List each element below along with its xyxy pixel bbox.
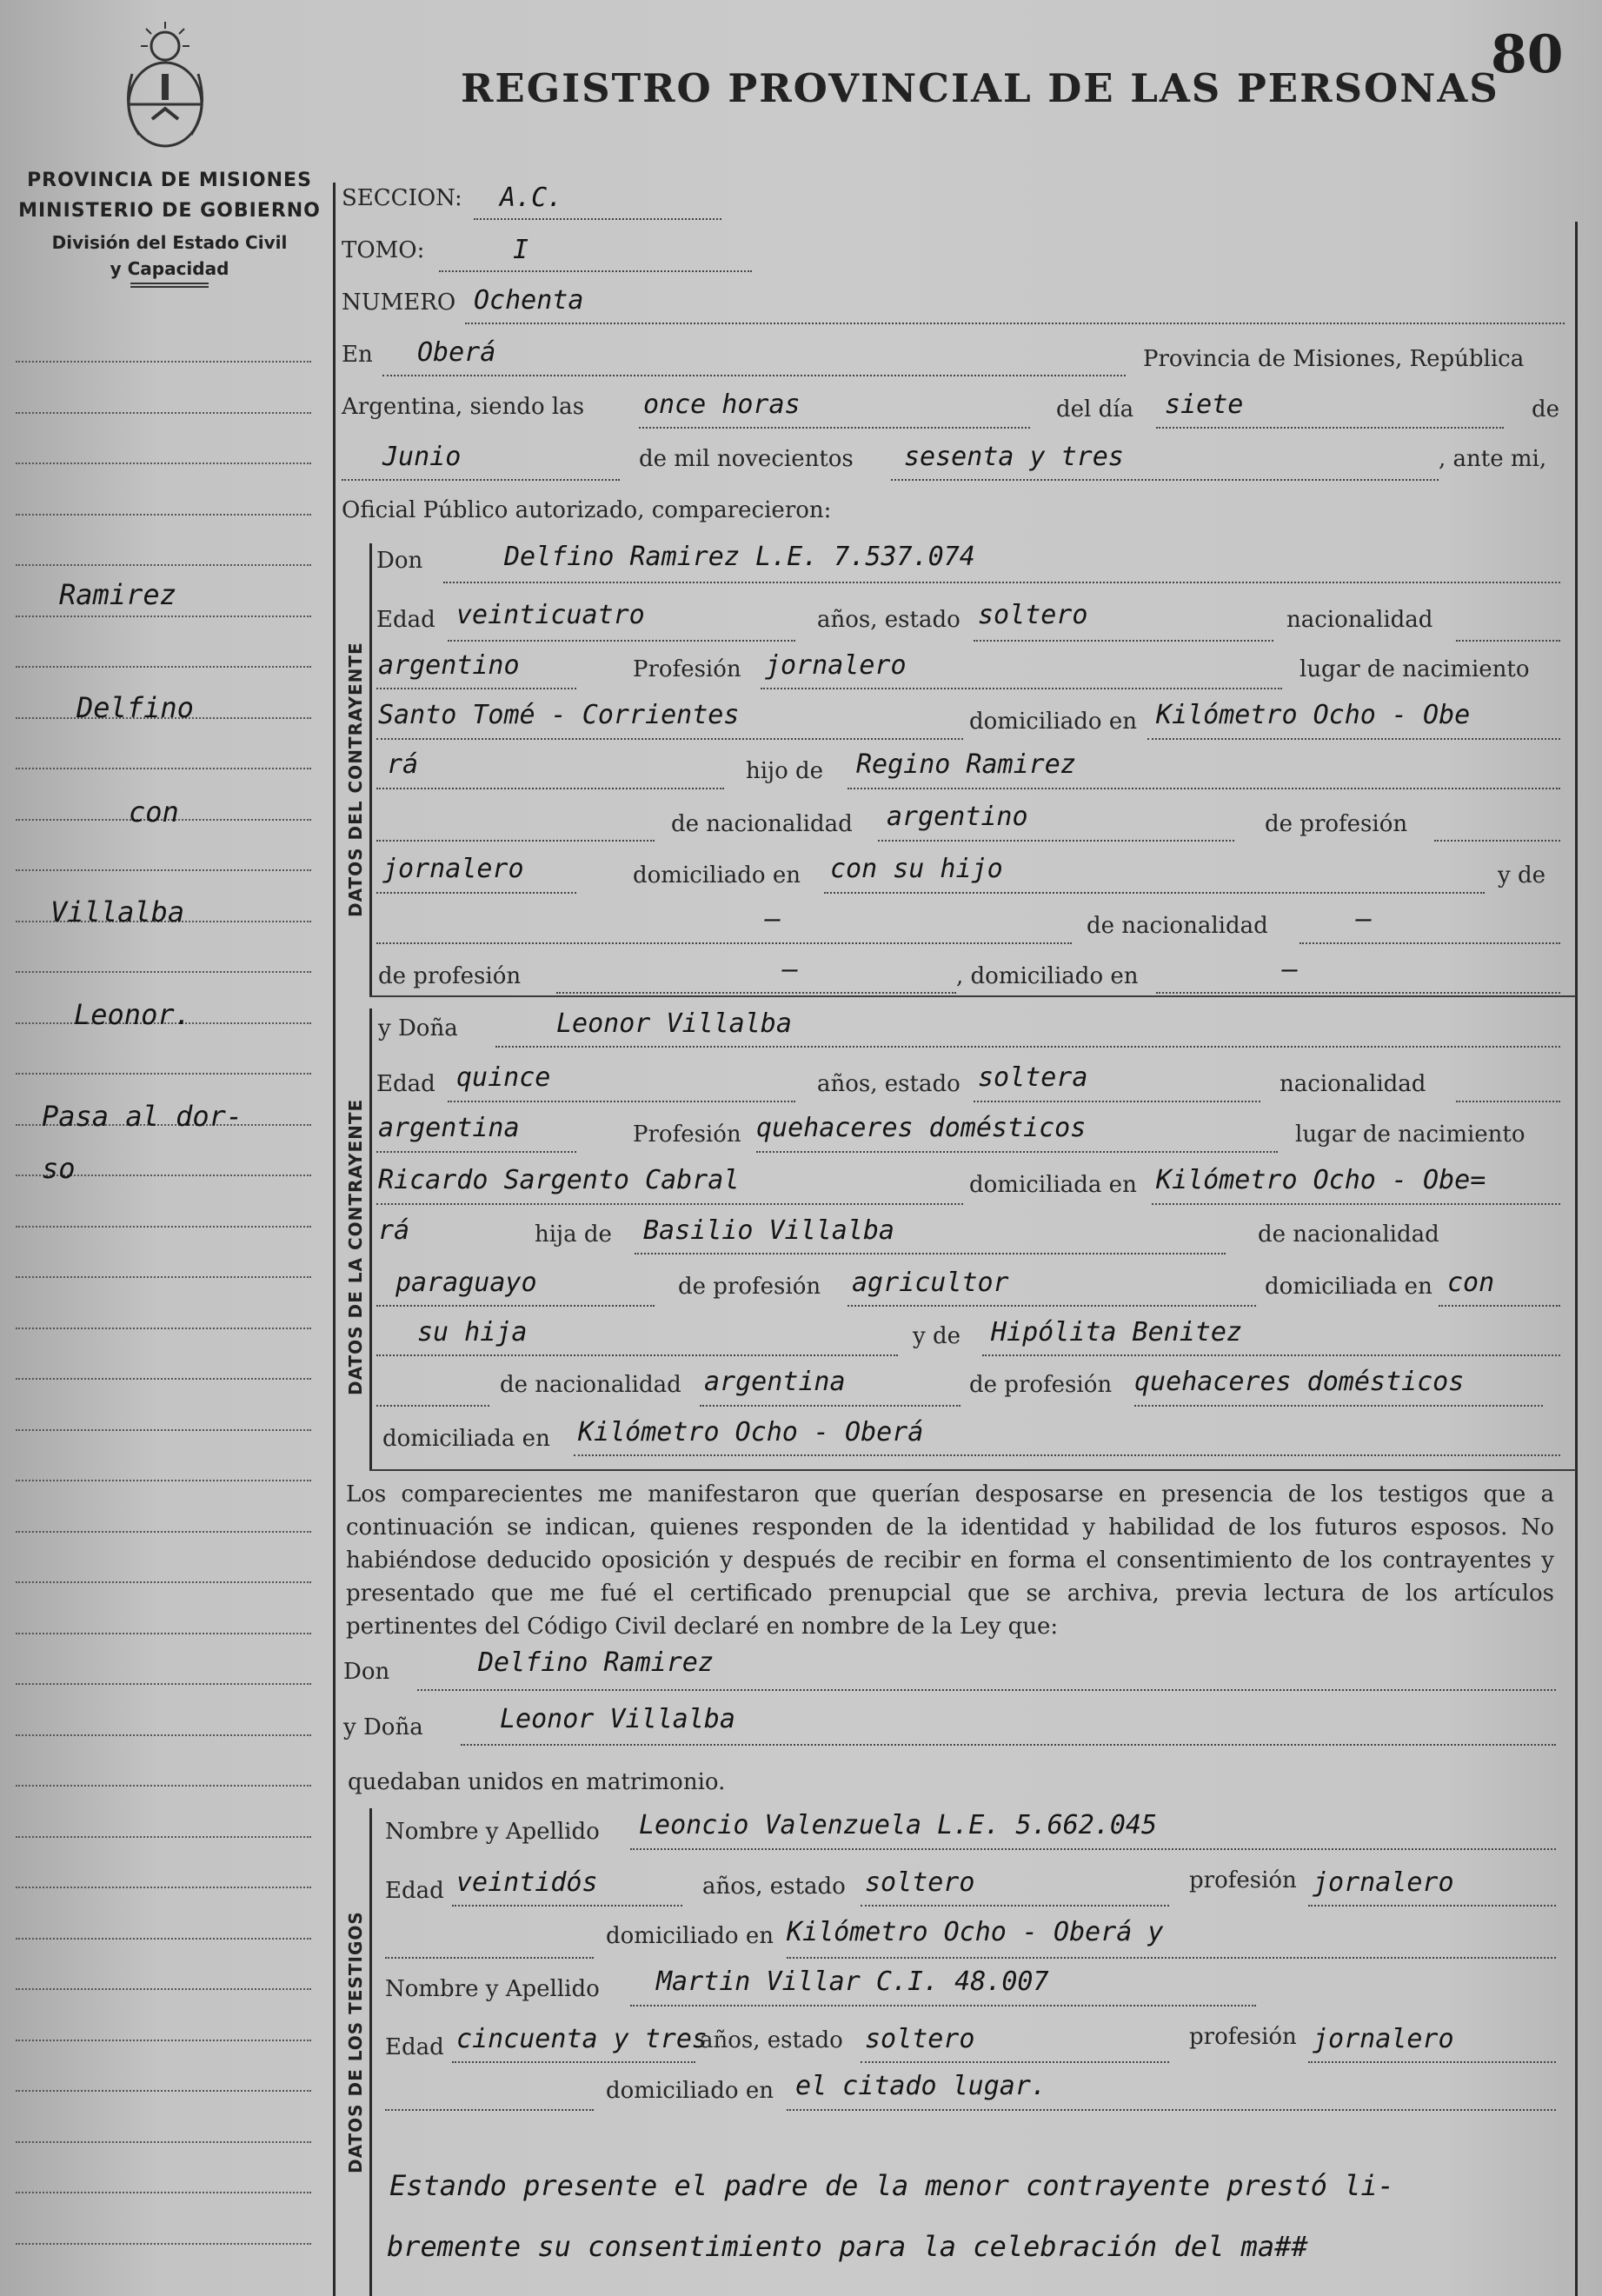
witness1-edad-label: Edad bbox=[385, 1878, 444, 1904]
dotted-rule bbox=[1152, 1202, 1560, 1205]
bride-father-dom-label: domiciliada en bbox=[1265, 1274, 1432, 1300]
bride-mother: Hipólita Benitez bbox=[991, 1317, 1242, 1348]
issuer-ministry: MINISTERIO DE GOBIERNO bbox=[18, 200, 321, 222]
bride-hija-label: hija de bbox=[535, 1221, 612, 1248]
frame-left-rule bbox=[333, 183, 336, 2296]
bride-edad-label: Edad bbox=[376, 1071, 435, 1097]
groom-mother-dom-label: , domiciliado en bbox=[956, 963, 1139, 989]
mes-value: Junio bbox=[382, 442, 462, 472]
bride-y-de-label: y de bbox=[913, 1323, 961, 1349]
dotted-rule bbox=[824, 891, 1485, 894]
groom-mother: — bbox=[765, 904, 781, 935]
seccion-value: A.C. bbox=[500, 183, 563, 213]
margin-rule bbox=[16, 1938, 311, 1940]
dotted-rule bbox=[630, 1847, 1556, 1850]
groom-y-de-label: y de bbox=[1498, 862, 1545, 888]
bride-dona-label: y Doña bbox=[378, 1015, 458, 1042]
margin-rule bbox=[16, 2192, 311, 2193]
unidos-text: quedaban unidos en matrimonio. bbox=[348, 1769, 726, 1795]
margin-rule bbox=[16, 1480, 311, 1481]
provincia-text: Provincia de Misiones, República bbox=[1143, 346, 1525, 372]
margin-rule bbox=[16, 1276, 311, 1278]
dotted-rule bbox=[787, 2108, 1556, 2111]
page-number: 80 bbox=[1491, 24, 1564, 85]
dotted-rule bbox=[465, 322, 1565, 324]
dotted-rule bbox=[417, 1688, 1556, 1691]
dotted-rule bbox=[761, 687, 1282, 689]
bride-father-prof-label: de profesión bbox=[678, 1274, 821, 1300]
groom-father-dom: con su hijo bbox=[830, 854, 1003, 884]
groom-dom-label: domiciliado en bbox=[969, 709, 1137, 735]
margin-rule bbox=[16, 1073, 311, 1075]
witness1-dom: Kilómetro Ocho - Oberá y bbox=[787, 1917, 1164, 1947]
divider bbox=[369, 995, 1576, 997]
dotted-rule bbox=[1156, 991, 1560, 994]
groom-edad: veinticuatro bbox=[456, 600, 645, 630]
dotted-rule bbox=[1434, 839, 1560, 842]
ante-label: , ante mi, bbox=[1439, 446, 1547, 472]
witness1-anos-label: años, estado bbox=[702, 1873, 846, 1900]
horas-value: once horas bbox=[643, 389, 801, 420]
dotted-rule bbox=[495, 1045, 1560, 1048]
witness1-estado: soltero bbox=[865, 1867, 975, 1898]
witness2-prof: jornalero bbox=[1313, 2024, 1454, 2054]
margin-note: so bbox=[42, 1152, 76, 1185]
anio-value: sesenta y tres bbox=[904, 442, 1124, 472]
dotted-rule bbox=[448, 639, 795, 642]
dotted-rule bbox=[848, 1304, 1256, 1307]
decl-dona-label: y Doña bbox=[343, 1714, 423, 1740]
en-label: En bbox=[342, 342, 373, 368]
groom-mother-prof: — bbox=[782, 955, 799, 985]
margin-rule bbox=[16, 666, 311, 668]
witness1-dom-label: domiciliado en bbox=[606, 1923, 774, 1949]
margin-rule bbox=[16, 1988, 311, 1990]
margin-note: Leonor. bbox=[74, 998, 191, 1031]
de-label: de bbox=[1532, 396, 1560, 423]
witness2-dom-label: domiciliado en bbox=[606, 2078, 774, 2104]
coat-of-arms-icon bbox=[113, 22, 217, 156]
margin-rule bbox=[16, 1378, 311, 1380]
margin-rule bbox=[16, 2141, 311, 2143]
bride-mother-nac-label: de nacionalidad bbox=[500, 1372, 681, 1398]
bride-domicilio: Kilómetro Ocho - Obe= bbox=[1156, 1165, 1486, 1195]
decl-don-value: Delfino Ramirez bbox=[478, 1647, 714, 1678]
dotted-rule bbox=[630, 2004, 1256, 2007]
mil-label: de mil novecientos bbox=[639, 446, 854, 472]
dotted-rule bbox=[878, 839, 1234, 842]
dotted-rule bbox=[376, 787, 724, 789]
groom-mother-prof-label: de profesión bbox=[378, 963, 522, 989]
dotted-rule bbox=[376, 687, 576, 689]
bride-estado: soltera bbox=[978, 1062, 1088, 1093]
dotted-rule bbox=[385, 1956, 594, 1959]
dotted-rule bbox=[376, 942, 1072, 944]
groom-section-label: DATOS DEL CONTRAYENTE bbox=[345, 642, 366, 917]
dotted-rule bbox=[1156, 426, 1504, 429]
dotted-rule bbox=[974, 639, 1273, 642]
margin-rule bbox=[16, 1328, 311, 1329]
document-title: REGISTRO PROVINCIAL DE LAS PERSONAS bbox=[461, 65, 1499, 111]
witness2-name-label: Nombre y Apellido bbox=[385, 1976, 600, 2002]
dotted-rule bbox=[639, 426, 1030, 429]
margin-note: Ramirez bbox=[59, 578, 176, 611]
dotted-rule bbox=[342, 478, 620, 481]
dotted-rule bbox=[1308, 1904, 1556, 1907]
groom-nac-label: nacionalidad bbox=[1286, 607, 1433, 633]
witness2-prof-label: profesión bbox=[1189, 2024, 1297, 2050]
bride-lugar: Ricardo Sargento Cabral bbox=[378, 1165, 740, 1195]
dotted-rule bbox=[461, 1743, 1556, 1746]
margin-rule bbox=[16, 463, 311, 464]
bride-prof-label: Profesión bbox=[633, 1121, 741, 1148]
groom-profesion: jornalero bbox=[765, 650, 907, 681]
dotted-rule bbox=[439, 270, 752, 272]
seccion-label: SECCION: bbox=[342, 185, 462, 211]
bride-dom-label: domiciliada en bbox=[969, 1172, 1137, 1198]
margin-rule bbox=[16, 1633, 311, 1634]
margin-rule bbox=[16, 564, 311, 566]
groom-lugar: Santo Tomé - Corrientes bbox=[378, 700, 740, 730]
groom-anos-label: años, estado bbox=[817, 607, 961, 633]
bride-anos-label: años, estado bbox=[817, 1071, 961, 1097]
dotted-rule bbox=[452, 1904, 682, 1907]
dia-value: siete bbox=[1165, 389, 1244, 420]
bride-father: Basilio Villalba bbox=[643, 1215, 894, 1246]
groom-nacionalidad: argentino bbox=[378, 650, 520, 681]
groom-name: Delfino Ramirez L.E. 7.537.074 bbox=[504, 542, 975, 572]
margin-rule bbox=[16, 1785, 311, 1787]
dotted-rule bbox=[1456, 1100, 1560, 1102]
oficial-text: Oficial Público autorizado, comparecieron: bbox=[342, 497, 832, 523]
dotted-rule bbox=[376, 1202, 963, 1205]
groom-father-prof: jornalero bbox=[382, 854, 524, 884]
tomo-label: TOMO: bbox=[342, 237, 425, 263]
bride-nacionalidad: argentina bbox=[378, 1113, 520, 1143]
issuer-division-2: y Capacidad bbox=[110, 258, 229, 279]
bride-domicilio-2: rá bbox=[378, 1215, 410, 1246]
dotted-rule bbox=[385, 2108, 594, 2111]
witness2-anos-label: años, estado bbox=[700, 2027, 843, 2053]
bride-father-nac: paraguayo bbox=[396, 1268, 537, 1298]
margin-rule bbox=[16, 1226, 311, 1228]
margin-rule bbox=[16, 1836, 311, 1838]
dotted-rule bbox=[982, 1354, 1560, 1356]
witness-section-label: DATOS DE LOS TESTIGOS bbox=[345, 1911, 366, 2173]
witness1-prof: jornalero bbox=[1313, 1867, 1454, 1898]
margin-rule bbox=[16, 514, 311, 516]
bride-mother-prof-label: de profesión bbox=[969, 1372, 1113, 1398]
groom-prof-label: Profesión bbox=[633, 656, 741, 682]
margin-rule bbox=[16, 2040, 311, 2041]
groom-section-rule bbox=[369, 543, 372, 995]
witness2-dom: el citado lugar. bbox=[795, 2071, 1047, 2101]
margin-rule bbox=[16, 412, 311, 414]
dotted-rule bbox=[891, 478, 1439, 481]
dotted-rule bbox=[474, 217, 721, 220]
decl-don-label: Don bbox=[343, 1659, 390, 1685]
groom-domicilio-2: rá bbox=[387, 749, 419, 780]
groom-don-label: Don bbox=[376, 548, 423, 574]
declaration-paragraph: Los comparecientes me manifestaron que querían desposarse en presencia de los testigos que a continuación se indican, quienes responden de la identidad y habilidad de los futuros esposos. No habiéndose deducido oposición y después de recibir en forma el consentimiento de los contrayentes y presentado que me fué el certificado prenupcial que se archiva, previa lectura de los artículos pertinentes del Código Civil declaré en nombre de la Ley que: bbox=[346, 1481, 1554, 1640]
dotted-rule bbox=[376, 1354, 898, 1356]
bride-father-prof: agricultor bbox=[852, 1268, 1009, 1298]
witness1-name-label: Nombre y Apellido bbox=[385, 1819, 600, 1845]
dotted-rule bbox=[556, 991, 956, 994]
groom-mother-nac: — bbox=[1356, 904, 1373, 935]
dotted-rule bbox=[974, 1100, 1260, 1102]
dotted-rule bbox=[635, 1252, 1226, 1254]
witness2-edad: cincuenta y tres bbox=[456, 2024, 708, 2054]
groom-father: Regino Ramirez bbox=[856, 749, 1076, 780]
dotted-rule bbox=[1147, 737, 1560, 740]
margin-rule bbox=[16, 768, 311, 769]
issuer-province: PROVINCIA DE MISIONES bbox=[27, 170, 312, 191]
groom-edad-label: Edad bbox=[376, 607, 435, 633]
margin-rule bbox=[16, 1734, 311, 1736]
witness1-edad: veintidós bbox=[456, 1867, 598, 1898]
bride-mother-prof: quehaceres domésticos bbox=[1134, 1367, 1465, 1397]
margin-rule bbox=[16, 971, 311, 973]
witness1-name: Leoncio Valenzuela L.E. 5.662.045 bbox=[639, 1810, 1158, 1840]
dotted-rule bbox=[376, 1150, 576, 1153]
dotted-rule bbox=[848, 787, 1560, 789]
margin-rule bbox=[16, 1683, 311, 1685]
dotted-rule bbox=[756, 1150, 1278, 1153]
margin-rule bbox=[16, 1429, 311, 1431]
bride-nac-label: nacionalidad bbox=[1280, 1071, 1426, 1097]
groom-estado: soltero bbox=[978, 600, 1088, 630]
groom-domicilio: Kilómetro Ocho - Obe bbox=[1156, 700, 1471, 730]
numero-value: Ochenta bbox=[474, 285, 584, 316]
margin-note: Pasa al dor- bbox=[42, 1100, 243, 1133]
witness2-edad-label: Edad bbox=[385, 2034, 444, 2060]
dotted-rule bbox=[1134, 1404, 1543, 1407]
final-note-line1: Estando presente el padre de la menor contrayente prestó li- bbox=[389, 2169, 1394, 2202]
bride-father-dom: con bbox=[1447, 1268, 1495, 1298]
margin-rule bbox=[16, 1531, 311, 1533]
margin-note: con bbox=[129, 795, 179, 829]
dotted-rule bbox=[382, 374, 1126, 376]
divider bbox=[369, 1469, 1576, 1471]
dotted-rule bbox=[861, 1904, 1169, 1907]
bride-mother-dom-label: domiciliada en bbox=[382, 1426, 550, 1452]
margin-rule bbox=[16, 2090, 311, 2092]
bride-profesion: quehaceres domésticos bbox=[756, 1113, 1087, 1143]
frame-right-rule bbox=[1575, 222, 1578, 2296]
final-note-line2: bremente su consentimiento para la celebración del ma## bbox=[387, 2230, 1308, 2263]
dotted-rule bbox=[1308, 2060, 1556, 2063]
dotted-rule bbox=[376, 737, 963, 740]
issuer-division: División del Estado Civil bbox=[51, 232, 288, 253]
bride-edad: quince bbox=[456, 1062, 551, 1093]
dotted-rule bbox=[376, 1404, 489, 1407]
decl-dona-value: Leonor Villalba bbox=[500, 1704, 735, 1734]
witness1-prof-label: profesión bbox=[1189, 1867, 1297, 1893]
issuer-block bbox=[17, 170, 322, 288]
en-value: Oberá bbox=[417, 337, 496, 368]
bride-section-rule bbox=[369, 1008, 372, 1469]
bride-lugar-label: lugar de nacimiento bbox=[1295, 1121, 1526, 1148]
margin-note: Villalba bbox=[50, 895, 185, 928]
dotted-rule bbox=[1439, 1304, 1560, 1307]
dotted-rule bbox=[574, 1454, 1560, 1456]
margin-rule bbox=[16, 616, 311, 617]
del-dia-label: del día bbox=[1056, 396, 1134, 423]
dotted-rule bbox=[443, 581, 1560, 583]
dotted-rule bbox=[376, 1304, 655, 1307]
groom-father-prof-label: de profesión bbox=[1265, 811, 1408, 837]
dotted-rule bbox=[700, 1404, 961, 1407]
groom-mother-dom: — bbox=[1282, 955, 1299, 985]
margin-rule bbox=[16, 1887, 311, 1888]
groom-hijo-label: hijo de bbox=[746, 758, 824, 784]
witness-section-rule bbox=[369, 1808, 372, 2296]
bride-father-nac-label: de nacionalidad bbox=[1258, 1221, 1439, 1248]
witness2-name: Martin Villar C.I. 48.007 bbox=[656, 1967, 1049, 1997]
groom-father-nac: argentino bbox=[887, 802, 1028, 832]
dotted-rule bbox=[787, 1956, 1556, 1959]
bride-name: Leonor Villalba bbox=[556, 1008, 792, 1039]
groom-lugar-label: lugar de nacimiento bbox=[1300, 656, 1530, 682]
bride-father-dom-2: su hija bbox=[417, 1317, 528, 1348]
issuer-underline bbox=[130, 283, 209, 288]
argentina-text: Argentina, siendo las bbox=[342, 394, 585, 420]
dotted-rule bbox=[376, 839, 655, 842]
bride-section-label: DATOS DE LA CONTRAYENTE bbox=[345, 1098, 366, 1395]
groom-mother-nac-label: de nacionalidad bbox=[1087, 913, 1268, 939]
groom-father-dom-label: domiciliado en bbox=[633, 862, 801, 888]
bride-mother-dom: Kilómetro Ocho - Oberá bbox=[578, 1417, 924, 1447]
dotted-rule bbox=[1300, 942, 1560, 944]
tomo-value: I bbox=[513, 235, 529, 265]
witness2-estado: soltero bbox=[865, 2024, 975, 2054]
dotted-rule bbox=[1456, 639, 1560, 642]
bride-mother-nac: argentina bbox=[704, 1367, 846, 1397]
margin-rule bbox=[16, 2243, 311, 2245]
margin-note: Delfino bbox=[76, 691, 194, 724]
dotted-rule bbox=[448, 1100, 795, 1102]
dotted-rule bbox=[376, 891, 576, 894]
margin-rule bbox=[16, 869, 311, 871]
margin-rule bbox=[16, 1581, 311, 1583]
margin-rule bbox=[16, 361, 311, 363]
numero-label: NUMERO bbox=[342, 289, 456, 316]
groom-father-nac-label: de nacionalidad bbox=[671, 811, 853, 837]
dotted-rule bbox=[452, 2060, 695, 2063]
dotted-rule bbox=[861, 2060, 1169, 2063]
